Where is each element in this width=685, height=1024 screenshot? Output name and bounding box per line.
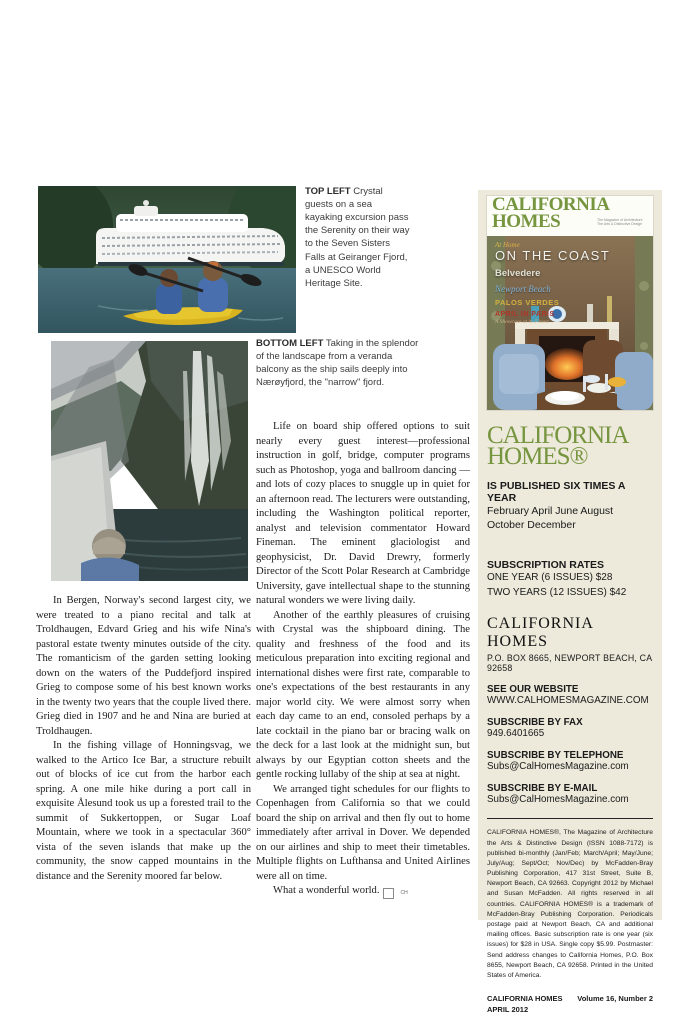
email-block [487,783,653,805]
paragraph: We arranged tight schedules for our flights to Copenhagen from California so that we could board the ship on arrival and then fly out to home immediately after arrival in Dover. We depended on our airlines and ship to meet their timetables. Multiple flights on Lufthansa and United Airlines were all on time. [256,783,470,882]
closing-text: What a wonderful world. [273,885,380,896]
address-magazine-name: CALIFORNIA HOMES [487,615,594,651]
email-heading: SUBSCRIBE BY E-MAIL [487,783,598,795]
website-block [487,684,653,706]
rate-two-years: TWO YEARS (12 ISSUES) $42 [487,586,627,598]
fax-block [487,717,653,739]
fax-number: 949.6401665 [487,728,545,740]
publication-fine-print: CALIFORNIA HOMES®, The Magazine of Architecture the Arts & Distinctive Design (ISSN 1088-7172) is published bi-monthly (Jan/Feb; March/April; May/June; July/Aug; Sept/Oct; Nov/Dec) by McFadden-Bray Publishing Corporation, 417 31st Street, Suite B, Newport Beach, CA 92663. Copyright 2012 by Michael and Susan McFadden. All rights reserved in all countries. CALIFORNIA HOMES® is a trademark of McFadden-Bray Publishing Corporation. Periodicals postage paid at Newport Beach, CA and additional mailing offices. Basic subscription rate is one year (six issues) for $28 in USA. Single copy $5.99. Postmaster: Send address changes to California Homes, P.O. Box 8655, Newport Beach, CA 92658. Printed in the United States of America. [487,829,653,979]
published-months-line2: October December [487,519,576,532]
telephone-email: Subs@CalHomesMagazine.com [487,761,629,773]
cover-line-at-home: At Home [495,241,520,249]
caption-bottom-left [256,337,424,389]
sidebar-footer [487,994,653,1015]
caption-top-left-label: TOP LEFT [305,186,351,197]
telephone-heading: SUBSCRIBE BY TELEPHONE [487,750,624,762]
california-homes-logo [487,422,653,470]
paragraph: In Bergen, Norway's second largest city, we were treated to a piano recital and talk at Troldhaugen, Edvard Grieg and his wife Nina's pastoral estate twenty minutes outside of the city. The romanticism of the garden setting looking down on the waters of the Puddefjord inspired Grieg to compose some of his best known works in the twenty two years that the couple lived there. Grieg died in 1907 and he and Nina are buried at Troldhaugen. [36,595,251,737]
logo-line1: CALIFORNIA [487,422,629,449]
telephone-block [487,750,653,772]
cover-line-palos-verdes: PALOS VERDES [495,298,560,307]
article-right-column [256,420,470,899]
email-address: Subs@CalHomesMagazine.com [487,794,629,806]
caption-bottom-left-text: Taking in the splendor of the landscape from a veranda balcony as the ship sails deeply into Nærøyfjord, the "narrow" fjord. [256,338,419,389]
magazine-cover-thumbnail [487,196,653,410]
published-heading: IS PUBLISHED SIX TIMES A YEAR [487,480,626,504]
kayak-cruise-ship-illustration [38,186,296,333]
paragraph: Another of the earthly pleasures of cruising with Crystal was the shipboard dining. The quality and freshness of the food and its meticulous preparation into exciting regional and international dishes were first rate, comparable to one's expectations of the best restaurants in any major world city. We were almost sorry when each day came to an end, consoled perhaps by a late cocktail in the piano bar or bracing walk on the deck for a last look at the midnight sun, but always by our Egyptian cotton sheets and the gentle rocking lullaby of the ship at sea at night. [256,609,470,780]
address-po-box: P.O. BOX 8665, NEWPORT BEACH, CA 92658 [487,653,652,674]
cover-line-newport-beach: Newport Beach [495,284,551,294]
subscription-rates-heading: SUBSCRIPTION RATES [487,559,605,572]
website-heading: SEE OUR WEBSITE [487,684,579,696]
sidebar-divider [487,818,653,819]
fax-heading: SUBSCRIBE BY FAX [487,717,583,729]
footer-left [487,994,563,1015]
cover-masthead-line1: CALIFORNIA [492,196,610,215]
cover-line-subtitle: A Showcase at its Finest [495,319,549,325]
caption-top-left [305,185,411,290]
article-left-column [36,594,251,884]
cover-line-on-the-coast: ON THE COAST [495,248,611,263]
published-months-line1: February April June August [487,505,614,517]
bottom-left-photo [51,341,248,581]
caption-bottom-left-label: BOTTOM LEFT [256,338,324,349]
paragraph: Life on board ship offered options to suit nearly every guest interest—professional instruction in golf, bridge, computer programs such as Photoshop, yoga and ballroom dancing —and lots of cozy places to snuggle up in quiet for an afternoon read. The lecturers were outstanding, including the Washington political reporter, analyst and television commentator Howard Fineman. The eminent glaciologist and geophysicist, Dr. David Drewry, formerly Director of the Scott Polar Research at Cambridge University, gave intellectual shape to the stunning natural wonders we were living daily. [256,421,470,606]
footer-volume: Volume 16, Number 2 [577,994,653,1004]
cover-line-april-in-paris: APRIL IN PARIS [495,311,555,318]
cover-tagline: The Magazine of Architecture The Arts & Distinctive Design [597,218,643,227]
website-url: WWW.CALHOMESMAGAZINE.COM [487,695,649,707]
closing-line [256,884,470,899]
footer-issue-date: APRIL 2012 [487,1004,529,1014]
article-end-mark-icon: CH [383,888,394,899]
cover-line-belvedere: Belvedere [495,268,541,279]
subscription-sidebar [478,190,662,1014]
footer-magazine-name: CALIFORNIA HOMES [487,994,563,1004]
cover-photo [487,236,653,410]
rate-one-year: ONE YEAR (6 ISSUES) $28 [487,572,613,584]
caption-top-left-text: Crystal guests on a sea kayaking excursion pass the Serenity on their way to the Seven Sisters Falls at Geiranger Fjord, a UNESCO World Heritage Site. [305,186,410,289]
cover-masthead-line2: HOMES [492,211,561,233]
logo-line2: HOMES® [487,443,588,470]
cover-masthead [487,196,653,236]
top-left-photo [38,186,296,333]
fjord-waterfall-illustration [51,341,248,581]
paragraph: In the fishing village of Honningsvag, we walked to the Artico Ice Bar, a structure rebuilt out of blocks of ice cut from the harbor each spring. A one mile hike during a port call in exquisite Ålesund took us up a forested trail to the summit of Sukkertoppen, or Sugar Loaf Mountain, where we took in a spectacular 360° vista of the seven islands that make up the community, the snow capped mountains in the distance and the Serenity moored far below. [36,740,251,882]
